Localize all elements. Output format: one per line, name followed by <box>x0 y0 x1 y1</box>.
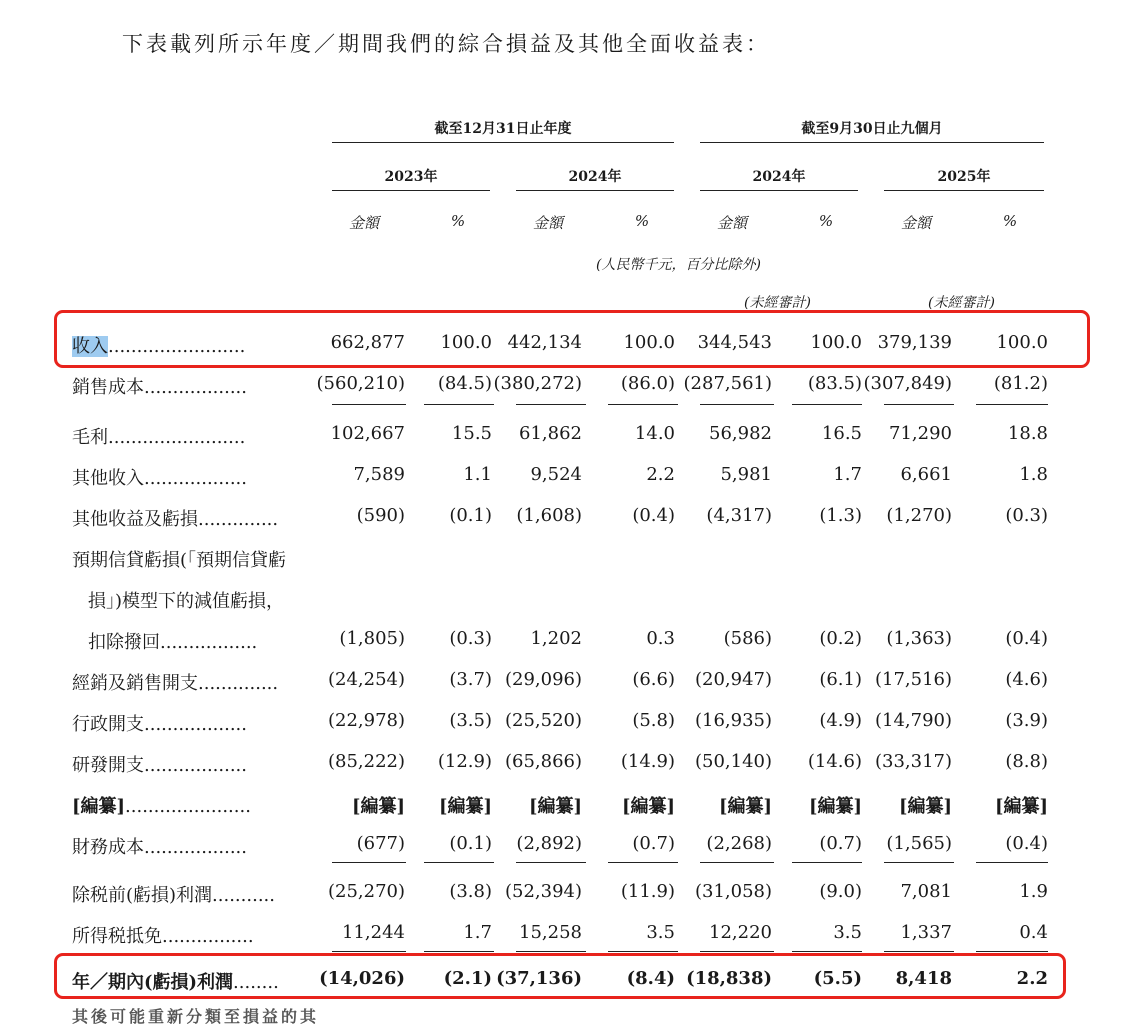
subtotal-rule <box>424 951 494 952</box>
percent-cell: (3.9) <box>1005 710 1048 731</box>
percent-cell: (0.7) <box>632 833 675 854</box>
amount-cell: (1,565) <box>886 833 952 854</box>
row-gross-profit <box>0 423 1122 457</box>
subtotal-rule <box>700 404 774 405</box>
subtotal-rule <box>332 404 406 405</box>
year-header: 2025年 <box>937 169 991 185</box>
percent-cell: (86.0) <box>620 373 675 394</box>
percent-cell: (0.3) <box>449 628 492 649</box>
percent-cell: (83.5) <box>807 373 862 394</box>
percent-cell: (4.9) <box>819 710 862 731</box>
col-percent: % <box>818 212 834 230</box>
year-header: 2024年 <box>568 169 622 185</box>
row-ecl-net <box>0 628 1122 662</box>
subtotal-rule <box>516 862 586 863</box>
year-header-rule <box>884 190 1044 191</box>
amount-cell: 102,667 <box>330 423 405 444</box>
percent-cell: (1.3) <box>819 505 862 526</box>
percent-cell: (4.6) <box>1005 669 1048 690</box>
amount-cell: 56,982 <box>709 423 772 444</box>
subtotal-rule <box>976 862 1048 863</box>
col-percent: % <box>1002 212 1018 230</box>
col-amount: 金額 <box>532 214 563 232</box>
percent-cell: (0.4) <box>1005 628 1048 649</box>
row-ecl-line-1 <box>0 546 1122 580</box>
amount-cell: 379,139 <box>877 332 952 353</box>
row-label: 其他收入.................. <box>72 468 247 489</box>
amount-cell: (24,254) <box>327 669 405 690</box>
subtotal-rule <box>884 404 954 405</box>
percent-cell: 100.0 <box>440 332 492 353</box>
col-amount: 金額 <box>716 214 747 232</box>
subtotal-rule <box>332 951 406 952</box>
amount-cell: 61,862 <box>519 423 582 444</box>
row-label: 扣除撥回................. <box>88 632 258 653</box>
group-header-rule <box>332 142 674 143</box>
amount-cell: (2,892) <box>516 833 582 854</box>
amount-cell: 662,877 <box>330 332 405 353</box>
subtotal-rule <box>792 951 862 952</box>
row-label: 收入........................ <box>72 336 246 357</box>
amount-cell: (22,978) <box>327 710 405 731</box>
amount-cell: (25,270) <box>327 881 405 902</box>
percent-cell: (8.8) <box>1005 751 1048 772</box>
amount-cell: 7,589 <box>353 464 405 485</box>
group-header-nine-months: 截至9月30日止九個月 <box>801 121 943 137</box>
amount-cell: (20,947) <box>694 669 772 690</box>
row-label: 預期信貸虧損(「預期信貸虧 <box>72 550 287 571</box>
group-header-fiscal-year: 截至12月31日止年度 <box>434 121 572 137</box>
row-cost-of-sales <box>0 373 1122 407</box>
percent-cell: 100.0 <box>810 332 862 353</box>
percent-cell: (12.9) <box>437 751 492 772</box>
amount-cell: 9,524 <box>530 464 582 485</box>
amount-cell: 8,418 <box>895 968 952 989</box>
row-label: 年／期內(虧損)利潤........ <box>72 972 279 993</box>
percent-cell: 1.7 <box>463 922 492 943</box>
amount-cell: 71,290 <box>889 423 952 444</box>
row-label: 所得税抵免................ <box>72 926 254 947</box>
amount-cell: (586) <box>723 628 772 649</box>
amount-cell: [編纂] <box>528 796 582 817</box>
amount-cell: (1,608) <box>516 505 582 526</box>
highlight-box-revenue <box>54 310 1090 368</box>
col-percent: % <box>450 212 466 230</box>
percent-cell: [編纂] <box>438 796 492 817</box>
percent-cell: (5.8) <box>632 710 675 731</box>
subtotal-rule <box>332 862 406 863</box>
amount-cell: (29,096) <box>504 669 582 690</box>
amount-cell: (18,838) <box>686 968 772 989</box>
subtotal-rule <box>516 951 586 952</box>
row-label: 研發開支.................. <box>72 755 247 776</box>
amount-cell: (380,272) <box>493 373 582 394</box>
subtotal-rule <box>424 404 494 405</box>
year-header: 2024年 <box>752 169 806 185</box>
group-header-rule <box>700 142 1044 143</box>
amount-cell: [編纂] <box>718 796 772 817</box>
amount-cell: (85,222) <box>327 751 405 772</box>
percent-cell: 1.8 <box>1019 464 1048 485</box>
subtotal-rule <box>792 862 862 863</box>
percent-cell: 3.5 <box>833 922 862 943</box>
row-label: 除税前(虧損)利潤........... <box>72 885 275 906</box>
percent-cell: [編纂] <box>621 796 675 817</box>
year-header-rule <box>516 190 674 191</box>
amount-cell: (677) <box>356 833 405 854</box>
percent-cell: (81.2) <box>993 373 1048 394</box>
year-header: 2023年 <box>384 169 438 185</box>
percent-cell: (11.9) <box>620 881 675 902</box>
percent-cell: (0.3) <box>1005 505 1048 526</box>
intro-text: 下表載列所示年度／期間我們的綜合損益及其他全面收益表： <box>122 32 770 56</box>
amount-cell: 7,081 <box>900 881 952 902</box>
row-label: 其他收益及虧損.............. <box>72 509 279 530</box>
amount-cell: (4,317) <box>706 505 772 526</box>
amount-cell: 15,258 <box>519 922 582 943</box>
row-label: 銷售成本.................. <box>72 377 247 398</box>
percent-cell: (84.5) <box>437 373 492 394</box>
row-redacted <box>0 792 1122 826</box>
amount-cell: (1,805) <box>339 628 405 649</box>
row-label: 行政開支.................. <box>72 714 247 735</box>
percent-cell: (0.2) <box>819 628 862 649</box>
amount-cell: (25,520) <box>504 710 582 731</box>
row-administrative <box>0 710 1122 744</box>
amount-cell: [編纂] <box>898 796 952 817</box>
percent-cell: 15.5 <box>451 423 492 444</box>
percent-cell: (0.7) <box>819 833 862 854</box>
subtotal-rule <box>608 862 678 863</box>
percent-cell: [編纂] <box>808 796 862 817</box>
amount-cell: 5,981 <box>720 464 772 485</box>
amount-cell: (2,268) <box>706 833 772 854</box>
percent-cell: (3.8) <box>449 881 492 902</box>
percent-cell: 18.8 <box>1007 423 1048 444</box>
percent-cell: (9.0) <box>819 881 862 902</box>
subtotal-rule <box>700 951 774 952</box>
amount-cell: (33,317) <box>874 751 952 772</box>
subtotal-rule <box>976 404 1048 405</box>
percent-cell: (0.4) <box>1005 833 1048 854</box>
row-other-gains-losses <box>0 505 1122 539</box>
subtotal-rule <box>792 404 862 405</box>
amount-cell: [編纂] <box>351 796 405 817</box>
amount-cell: 442,134 <box>507 332 582 353</box>
amount-cell: (16,935) <box>694 710 772 731</box>
percent-cell: (14.9) <box>620 751 675 772</box>
amount-cell: 344,543 <box>697 332 772 353</box>
percent-cell: 0.4 <box>1019 922 1048 943</box>
amount-cell: 11,244 <box>342 922 405 943</box>
percent-cell: 16.5 <box>821 423 862 444</box>
row-distribution-selling <box>0 669 1122 703</box>
col-amount: 金額 <box>900 214 931 232</box>
unit-note: (人民幣千元，百分比除外) <box>596 257 761 273</box>
subtotal-rule <box>424 862 494 863</box>
row-other-income <box>0 464 1122 498</box>
percent-cell: 2.2 <box>646 464 675 485</box>
amount-cell: (14,026) <box>319 968 405 989</box>
percent-cell: (3.7) <box>449 669 492 690</box>
percent-cell: (14.6) <box>807 751 862 772</box>
amount-cell: (50,140) <box>694 751 772 772</box>
percent-cell: (5.5) <box>813 968 862 989</box>
row-label: 經銷及銷售開支.............. <box>72 673 279 694</box>
percent-cell: 100.0 <box>623 332 675 353</box>
row-pretax <box>0 881 1122 915</box>
percent-cell: 1.1 <box>463 464 492 485</box>
row-ecl-line-2 <box>0 587 1122 621</box>
row-rnd <box>0 751 1122 785</box>
amount-cell: 1,202 <box>530 628 582 649</box>
percent-cell: [編纂] <box>994 796 1048 817</box>
year-header-rule <box>332 190 490 191</box>
amount-cell: (14,790) <box>874 710 952 731</box>
subtotal-rule <box>884 951 954 952</box>
percent-cell: 1.9 <box>1019 881 1048 902</box>
row-label: 財務成本.................. <box>72 837 247 858</box>
amount-cell: (307,849) <box>863 373 952 394</box>
amount-cell: (17,516) <box>874 669 952 690</box>
subtotal-rule <box>608 404 678 405</box>
subtotal-rule <box>700 862 774 863</box>
subtotal-rule <box>516 404 586 405</box>
unaudited-note: (未經審計) <box>744 295 811 311</box>
percent-cell: (8.4) <box>626 968 675 989</box>
year-header-rule <box>700 190 858 191</box>
amount-cell: (287,561) <box>683 373 772 394</box>
subtotal-rule <box>884 862 954 863</box>
subtotal-rule <box>608 951 678 952</box>
percent-cell: (6.1) <box>819 669 862 690</box>
amount-cell: (590) <box>356 505 405 526</box>
amount-cell: (1,363) <box>886 628 952 649</box>
amount-cell: (31,058) <box>694 881 772 902</box>
percent-cell: (0.1) <box>449 505 492 526</box>
percent-cell: 14.0 <box>634 423 675 444</box>
row-label: [編纂]...................... <box>72 796 251 817</box>
amount-cell: (1,270) <box>886 505 952 526</box>
amount-cell: 1,337 <box>900 922 952 943</box>
amount-cell: 6,661 <box>900 464 952 485</box>
highlight-box-profit <box>54 953 1066 999</box>
amount-cell: (65,866) <box>504 751 582 772</box>
col-percent: % <box>634 212 650 230</box>
percent-cell: (0.4) <box>632 505 675 526</box>
amount-cell: (52,394) <box>504 881 582 902</box>
cutoff-row-label: 其後可能重新分類至損益的其 <box>72 1007 320 1026</box>
percent-cell: 3.5 <box>646 922 675 943</box>
percent-cell: 1.7 <box>833 464 862 485</box>
amount-cell: (560,210) <box>316 373 405 394</box>
percent-cell: 0.3 <box>646 628 675 649</box>
row-label: 毛利........................ <box>72 427 246 448</box>
percent-cell: (0.1) <box>449 833 492 854</box>
percent-cell: (6.6) <box>632 669 675 690</box>
subtotal-rule <box>976 951 1048 952</box>
percent-cell: 100.0 <box>996 332 1048 353</box>
percent-cell: 2.2 <box>1016 968 1048 989</box>
col-amount: 金額 <box>348 214 379 232</box>
amount-cell: 12,220 <box>709 922 772 943</box>
row-label: 損」)模型下的減值虧損， <box>88 591 285 612</box>
percent-cell: (2.1) <box>443 968 492 989</box>
unaudited-note: (未經審計) <box>928 295 995 311</box>
percent-cell: (3.5) <box>449 710 492 731</box>
amount-cell: (37,136) <box>496 968 582 989</box>
